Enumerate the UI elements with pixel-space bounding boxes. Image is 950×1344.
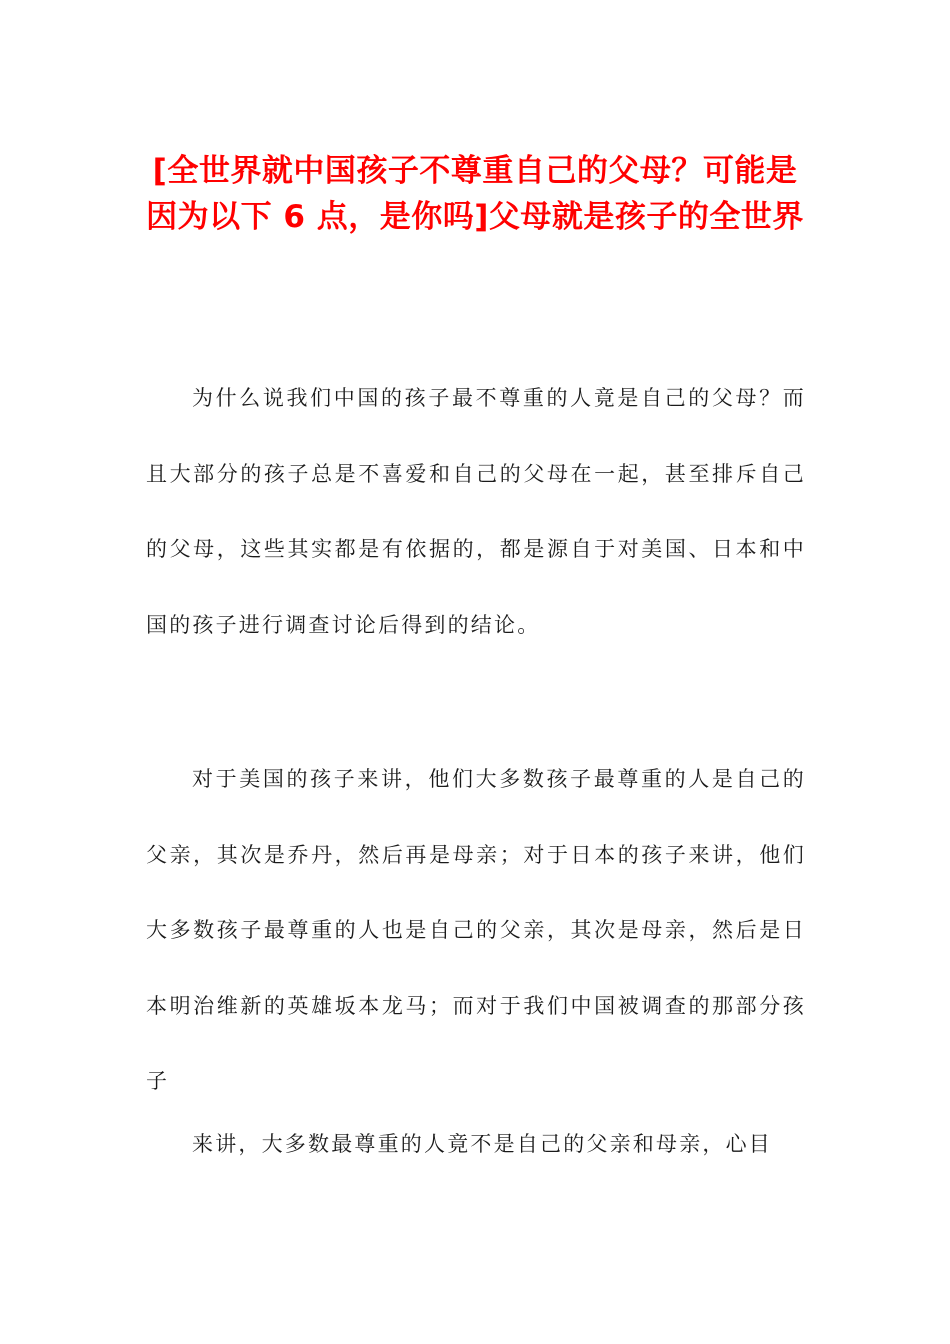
document-title: [全世界就中国孩子不尊重自己的父母？可能是因为以下 6 点，是你吗]父母就是孩子的全世界 [146,153,804,235]
paragraph-1: 为什么说我们中国的孩子最不尊重的人竟是自己的父母？而且大部分的孩子总是不喜爱和自己的父母在一起，甚至排斥自己的父母，这些其实都是有依据的，都是源自于对美国、日本和中国的孩子进行调查讨论后得到的结论。 [146,386,806,637]
paragraph-3: 来讲，大多数最尊重的人竟不是自己的父亲和母亲，心目 [192,1132,772,1156]
paragraph-2: 对于美国的孩子来讲，他们大多数孩子最尊重的人是自己的父亲，其次是乔丹，然后再是母亲；对于日本的孩子来讲，他们大多数孩子最尊重的人也是自己的父亲，其次是母亲，然后是日本明治维新的英雄坂本龙马；而对于我们中国被调查的那部分孩子 [146,767,806,1093]
